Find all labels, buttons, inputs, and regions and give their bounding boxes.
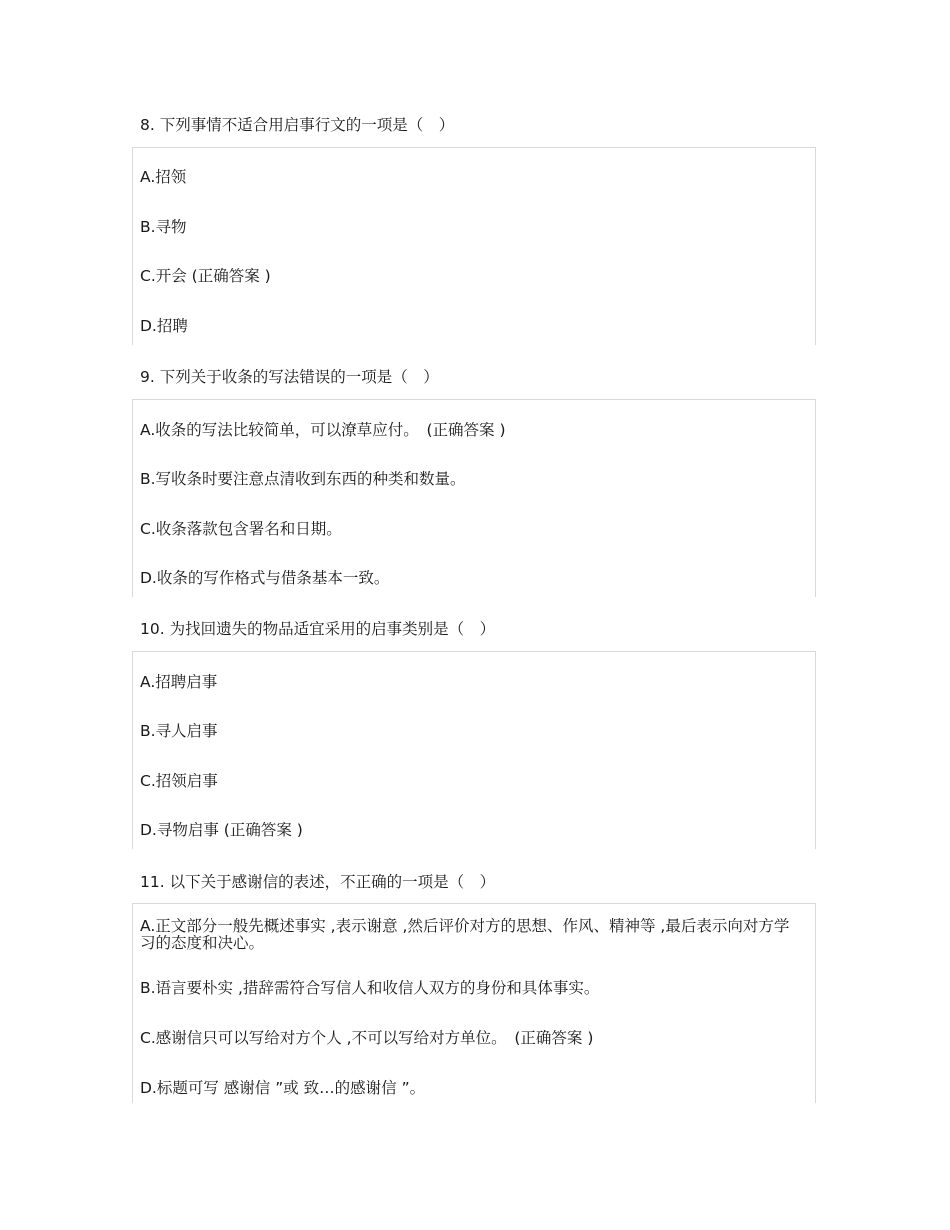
option-b: B.寻物 (140, 218, 187, 236)
question-11-stem: 11. 以下关于感谢信的表述，不正确的一项是（ ） (140, 873, 496, 891)
option-c: C.招领启事 (140, 772, 218, 790)
question-10-options (132, 651, 816, 849)
option-b: B.语言要朴实 ,措辞需符合写信人和收信人双方的身份和具体事实。 (140, 979, 600, 997)
option-d: D.招聘 (140, 317, 188, 335)
option-a: A.正文部分一般先概述事实 ,表示谢意 ,然后评价对方的思想、作风、精神等 ,最后表示向对方学习的态度和决心。 (140, 917, 790, 952)
question-8-options (132, 147, 816, 345)
question-10-stem: 10. 为找回遗失的物品适宜采用的启事类别是（ ） (140, 620, 496, 638)
option-c: C.收条落款包含署名和日期。 (140, 520, 342, 538)
option-a: A.招聘启事 (140, 673, 218, 691)
option-d: D.标题可写 感谢信 ”或 致…的感谢信 ”。 (140, 1079, 426, 1097)
option-c: C.开会 (正确答案 ) (140, 267, 271, 285)
option-b: B.写收条时要注意点清收到东西的种类和数量。 (140, 470, 466, 488)
option-a: A.招领 (140, 168, 187, 186)
option-d: D.寻物启事 (正确答案 ) (140, 821, 303, 839)
option-b: B.寻人启事 (140, 722, 218, 740)
question-9-options (132, 399, 816, 597)
option-d: D.收条的写作格式与借条基本一致。 (140, 569, 390, 587)
question-9-stem: 9. 下列关于收条的写法错误的一项是（ ） (140, 368, 439, 386)
question-11-options (132, 903, 816, 1103)
question-8-stem: 8. 下列事情不适合用启事行文的一项是（ ） (140, 116, 455, 134)
option-c: C.感谢信只可以写给对方个人 ,不可以写给对方单位。 (正确答案 ) (140, 1029, 594, 1047)
option-a: A.收条的写法比较简单，可以潦草应付。 (正确答案 ) (140, 421, 506, 439)
